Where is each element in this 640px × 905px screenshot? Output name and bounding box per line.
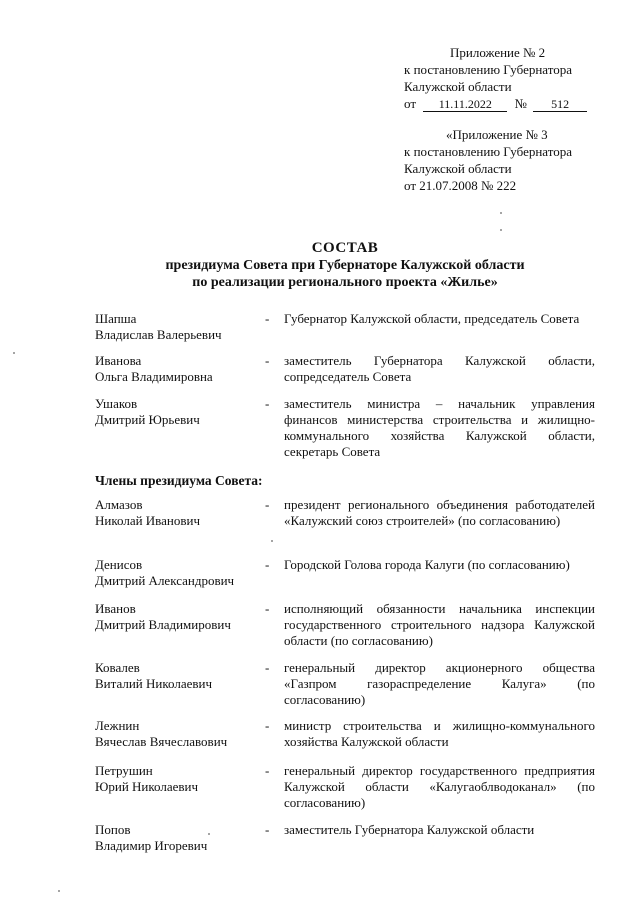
dash-separator: - [265, 601, 270, 616]
person-role: заместитель Губернатора Калужской области [284, 822, 535, 837]
date-value: 11.11.2022 [423, 98, 507, 112]
person-name: Иванова Ольга Владимировна [95, 353, 213, 384]
person-name: Ушаков Дмитрий Юрьевич [95, 396, 200, 427]
person-role: исполняющий обязанности начальника инспекции государственного строительного надзора Калужской области (по согласованию) [284, 601, 595, 648]
person-role: заместитель Губернатора Калужской области, сопредседатель Совета [284, 353, 595, 384]
document-title [90, 240, 600, 291]
appendix-decree-line: к постановлению Губернатора [404, 62, 573, 77]
dash-separator: - [265, 557, 270, 572]
number-value: 512 [533, 98, 587, 112]
person-role: Городской Голова города Калуги (по согласованию) [284, 557, 570, 572]
date-prefix: от [404, 96, 417, 111]
number-sign: № [514, 96, 527, 111]
person-role: генеральный директор государственного предприятия Калужской области «Калугаоблводоканал» (по согласованию) [284, 763, 595, 810]
dash-separator: - [265, 822, 270, 837]
appendix-header-new [404, 44, 587, 112]
person-role: президент регионального объединения работодателей «Калужский союз строителей» (по согласованию) [284, 497, 595, 528]
scan-speck [13, 352, 15, 354]
person-name: Иванов Дмитрий Владимирович [95, 601, 231, 632]
person-name: Ковалев Виталий Николаевич [95, 660, 212, 691]
appendix-date-line [404, 95, 587, 112]
old-appendix-title: «Приложение № 3 [446, 127, 548, 142]
person-name: Алмазов Николай Иванович [95, 497, 201, 528]
old-appendix-date-line: от 21.07.2008 № 222 [404, 178, 517, 193]
scan-speck [271, 540, 273, 542]
person-name: Петрушин Юрий Николаевич [95, 763, 199, 794]
person-role: заместитель министра – начальник управления финансов министерства строительства и жилищно-коммунального хозяйства Калужской области, секретарь Совета [284, 396, 595, 459]
scan-speck [208, 833, 210, 835]
appendix-header-old [404, 126, 572, 194]
appendix-region-line: Калужской области [404, 79, 512, 94]
dash-separator: - [265, 353, 270, 368]
title-heading: СОСТАВ [311, 240, 379, 256]
members-header: Члены президиума Совета: [95, 473, 263, 488]
dash-separator: - [265, 311, 270, 326]
dash-separator: - [265, 396, 270, 411]
dash-separator: - [265, 660, 270, 675]
scan-speck [500, 229, 502, 231]
old-appendix-region-line: Калужской области [404, 161, 512, 176]
person-role: министр строительства и жилищно-коммунального хозяйства Калужской области [284, 718, 595, 749]
person-name: Попов Владимир Игоревич [95, 822, 208, 853]
person-name: Лежнин Вячеслав Вячеславович [95, 718, 228, 749]
person-name: Денисов Дмитрий Александрович [95, 557, 235, 588]
old-appendix-decree-line: к постановлению Губернатора [404, 144, 573, 159]
scan-speck [58, 890, 60, 892]
person-name: Шапша Владислав Валерьевич [95, 311, 222, 342]
scan-speck [500, 212, 502, 214]
dash-separator: - [265, 718, 270, 733]
appendix-title: Приложение № 2 [450, 45, 546, 60]
title-subline-2: по реализации регионального проекта «Жилье» [192, 275, 498, 290]
title-subline-1: президиума Совета при Губернаторе Калужской области [165, 258, 525, 273]
person-role: генеральный директор акционерного общества «Газпром газораспределение Калуга» (по согласованию) [284, 660, 595, 707]
dash-separator: - [265, 497, 270, 512]
person-role: Губернатор Калужской области, председатель Совета [284, 311, 580, 326]
dash-separator: - [265, 763, 270, 778]
